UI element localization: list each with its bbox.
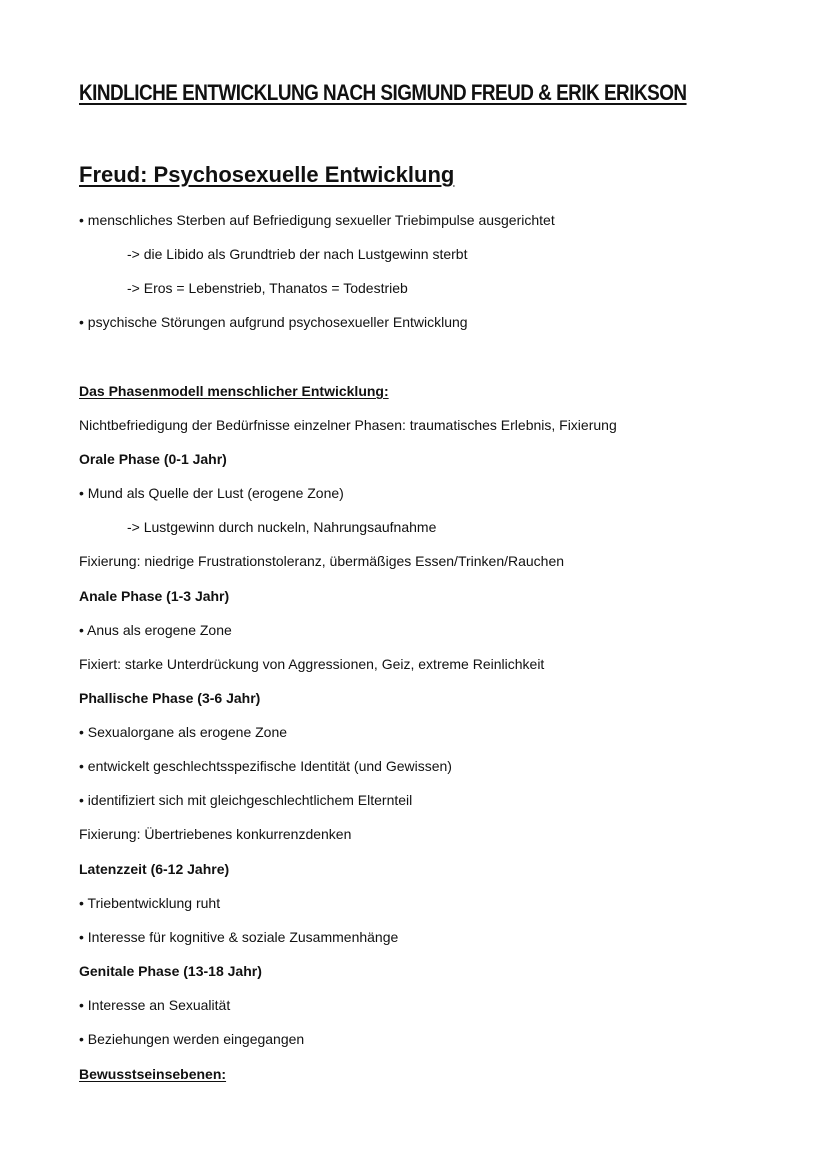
bullet-line: • psychische Störungen aufgrund psychosexueller Entwicklung <box>79 314 468 330</box>
arrow-line: -> Eros = Lebenstrieb, Thanatos = Todestrieb <box>127 280 408 296</box>
text-line: Fixierung: Übertriebenes konkurrenzdenken <box>79 826 352 842</box>
arrow-line: -> Lustgewinn durch nuckeln, Nahrungsaufnahme <box>127 519 437 535</box>
bullet-line: • Beziehungen werden eingegangen <box>79 1031 305 1047</box>
bullet-line: • Interesse für kognitive & soziale Zusammenhänge <box>79 929 399 945</box>
phase-heading-genital: Genitale Phase (13-18 Jahr) <box>79 963 262 979</box>
arrow-line: -> die Libido als Grundtrieb der nach Lustgewinn sterbt <box>127 246 468 262</box>
phase-heading-anal: Anale Phase (1-3 Jahr) <box>79 588 230 604</box>
bullet-line: • menschliches Sterben auf Befriedigung sexueller Triebimpulse ausgerichtet <box>79 212 555 228</box>
phase-heading-latency: Latenzzeit (6-12 Jahre) <box>79 861 230 877</box>
section-heading-bewusstseinsebenen: Bewusstseinsebenen: <box>79 1066 227 1082</box>
section-title-freud: Freud: Psychosexuelle Entwicklung <box>79 162 455 187</box>
bullet-line: • Mund als Quelle der Lust (erogene Zone) <box>79 485 344 501</box>
text-line: Nichtbefriedigung der Bedürfnisse einzelner Phasen: traumatisches Erlebnis, Fixierung <box>79 417 617 433</box>
bullet-line: • identifiziert sich mit gleichgeschlechtlichem Elternteil <box>79 792 413 808</box>
document-title: KINDLICHE ENTWICKLUNG NACH SIGMUND FREUD & ERIK ERIKSON <box>79 80 687 105</box>
section-heading-phasenmodell: Das Phasenmodell menschlicher Entwicklung: <box>79 383 389 399</box>
bullet-line: • Interesse an Sexualität <box>79 997 231 1013</box>
phase-heading-phallic: Phallische Phase (3-6 Jahr) <box>79 690 261 706</box>
text-line: Fixiert: starke Unterdrückung von Aggressionen, Geiz, extreme Reinlichkeit <box>79 656 545 672</box>
bullet-line: • Sexualorgane als erogene Zone <box>79 724 288 740</box>
bullet-line: • Triebentwicklung ruht <box>79 895 221 911</box>
bullet-line: • Anus als erogene Zone <box>79 622 232 638</box>
text-line: Fixierung: niedrige Frustrationstoleranz, übermäßiges Essen/Trinken/Rauchen <box>79 553 565 569</box>
phase-heading-oral: Orale Phase (0-1 Jahr) <box>79 451 227 467</box>
bullet-line: • entwickelt geschlechtsspezifische Identität (und Gewissen) <box>79 758 452 774</box>
